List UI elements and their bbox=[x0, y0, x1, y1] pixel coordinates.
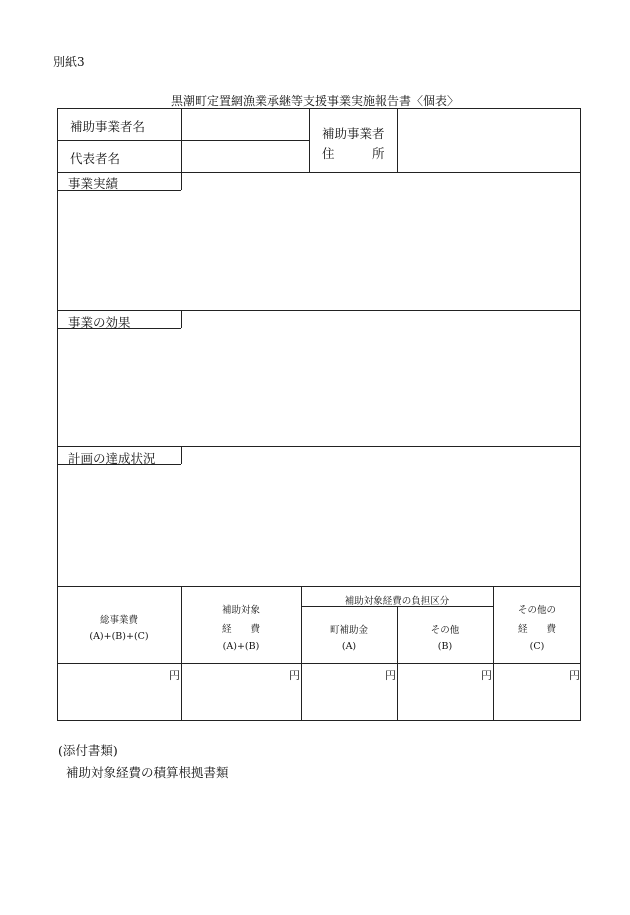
label-box-side bbox=[181, 310, 182, 328]
town-subsidy-label: 町補助金 bbox=[329, 625, 368, 636]
yen-unit: 円 bbox=[385, 669, 396, 682]
form-title: 黒潮町定置網漁業承継等支援事業実施報告書〈個表〉 bbox=[170, 94, 459, 108]
address-label-line1: 補助事業者 bbox=[322, 126, 385, 141]
divider bbox=[181, 108, 182, 172]
divider bbox=[57, 310, 581, 311]
other-expenses-amount-field[interactable] bbox=[495, 665, 579, 719]
subsidy-target-label: 補助対象 bbox=[221, 605, 260, 616]
achievement-label: 計画の達成状況 bbox=[68, 451, 156, 466]
other-expenses-label: その他の bbox=[517, 605, 556, 616]
representative-field[interactable] bbox=[183, 142, 307, 171]
total-cost-formula: (A)+(B)+(C) bbox=[89, 631, 149, 642]
annex-number: 別紙3 bbox=[53, 55, 85, 69]
attachment-item: 補助対象経費の積算根拠書類 bbox=[66, 765, 229, 780]
results-label: 事業実績 bbox=[68, 176, 119, 191]
subsidy-target-formula: (A)+(B) bbox=[222, 641, 260, 652]
divider bbox=[57, 663, 581, 664]
burden-header: 補助対象経費の負担区分 bbox=[344, 596, 450, 607]
results-field[interactable] bbox=[59, 192, 579, 308]
attachments bbox=[58, 740, 229, 784]
yen-unit: 円 bbox=[169, 669, 180, 682]
address-label-line2: 住 所 bbox=[322, 146, 385, 161]
other-expenses-label-2: 経 費 bbox=[517, 624, 556, 635]
divider bbox=[57, 140, 309, 141]
applicant-name-label: 補助事業者名 bbox=[70, 119, 146, 134]
divider bbox=[397, 108, 398, 172]
yen-unit: 円 bbox=[289, 669, 300, 682]
effects-field[interactable] bbox=[59, 330, 579, 444]
divider bbox=[309, 108, 310, 172]
achievement-field[interactable] bbox=[59, 466, 579, 584]
divider bbox=[57, 446, 581, 447]
other-burden-amount-field[interactable] bbox=[399, 665, 491, 719]
total-cost-amount-field[interactable] bbox=[59, 665, 179, 719]
yen-unit: 円 bbox=[569, 669, 580, 682]
divider bbox=[57, 172, 581, 173]
address-field[interactable] bbox=[399, 110, 579, 171]
total-cost-label: 総事業費 bbox=[99, 615, 138, 626]
other-burden-code: (B) bbox=[437, 641, 453, 652]
effects-label: 事業の効果 bbox=[68, 315, 131, 330]
other-burden-label: その他 bbox=[430, 625, 460, 636]
attachments-heading: (添付書類) bbox=[58, 743, 118, 758]
divider bbox=[57, 586, 581, 587]
town-subsidy-amount-field[interactable] bbox=[303, 665, 395, 719]
applicant-name-field[interactable] bbox=[183, 110, 307, 139]
subsidy-target-label-2: 経 費 bbox=[221, 624, 260, 635]
representative-label: 代表者名 bbox=[70, 151, 121, 166]
yen-unit: 円 bbox=[481, 669, 492, 682]
label-box-side bbox=[181, 446, 182, 464]
label-box-side bbox=[181, 172, 182, 190]
subsidy-target-amount-field[interactable] bbox=[183, 665, 299, 719]
other-expenses-code: (C) bbox=[529, 641, 545, 652]
town-subsidy-code: (A) bbox=[341, 641, 357, 652]
